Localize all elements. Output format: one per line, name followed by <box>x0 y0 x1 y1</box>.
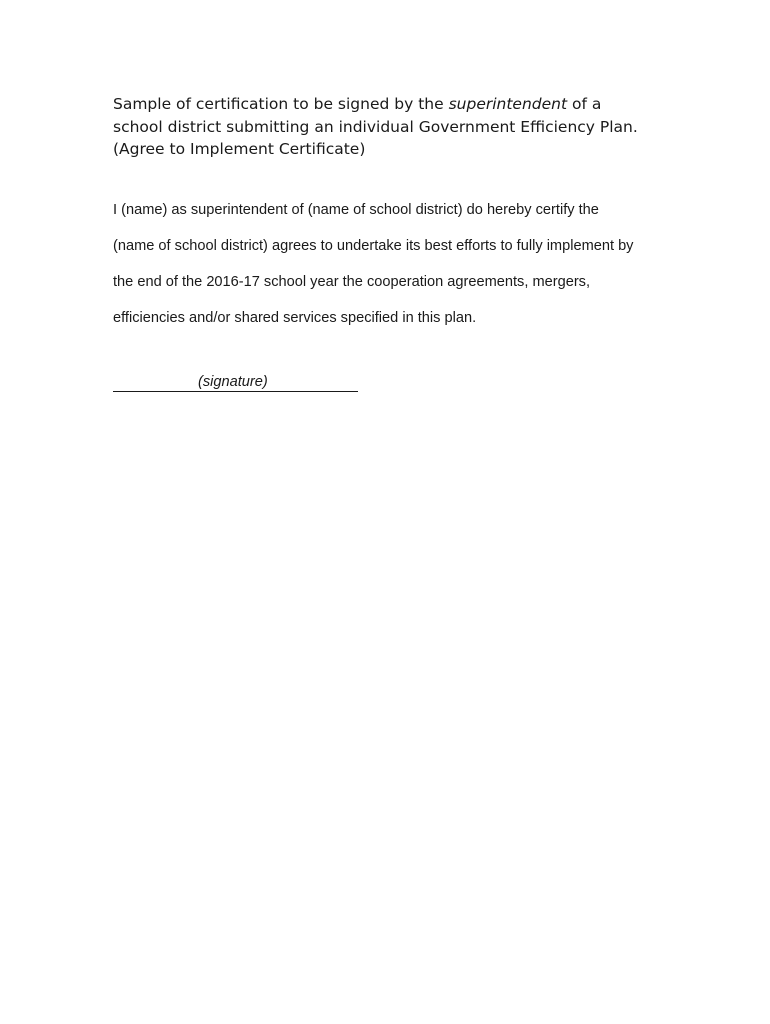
certificate-heading <box>113 93 653 161</box>
signature-line <box>113 371 358 392</box>
signature-label: (signature) <box>198 374 268 390</box>
heading-emphasis: superintendent <box>448 95 568 113</box>
certification-statement <box>113 192 673 336</box>
statement-line-3: the end of the 2016-17 school year the cooperation agreements, mergers, <box>113 274 591 290</box>
heading-text-before: Sample of certification to be signed by the <box>113 95 449 113</box>
statement-line-4: efficiencies and/or shared services specified in this plan. <box>113 310 477 326</box>
heading-text-after: of a school district submitting an individual Government Efficiency Plan. (Agree to Implement Certificate) <box>113 95 638 158</box>
statement-line-1: I (name) as superintendent of (name of school district) do hereby certify the <box>113 202 599 218</box>
statement-line-2: (name of school district) agrees to undertake its best efforts to fully implement by <box>113 238 634 254</box>
